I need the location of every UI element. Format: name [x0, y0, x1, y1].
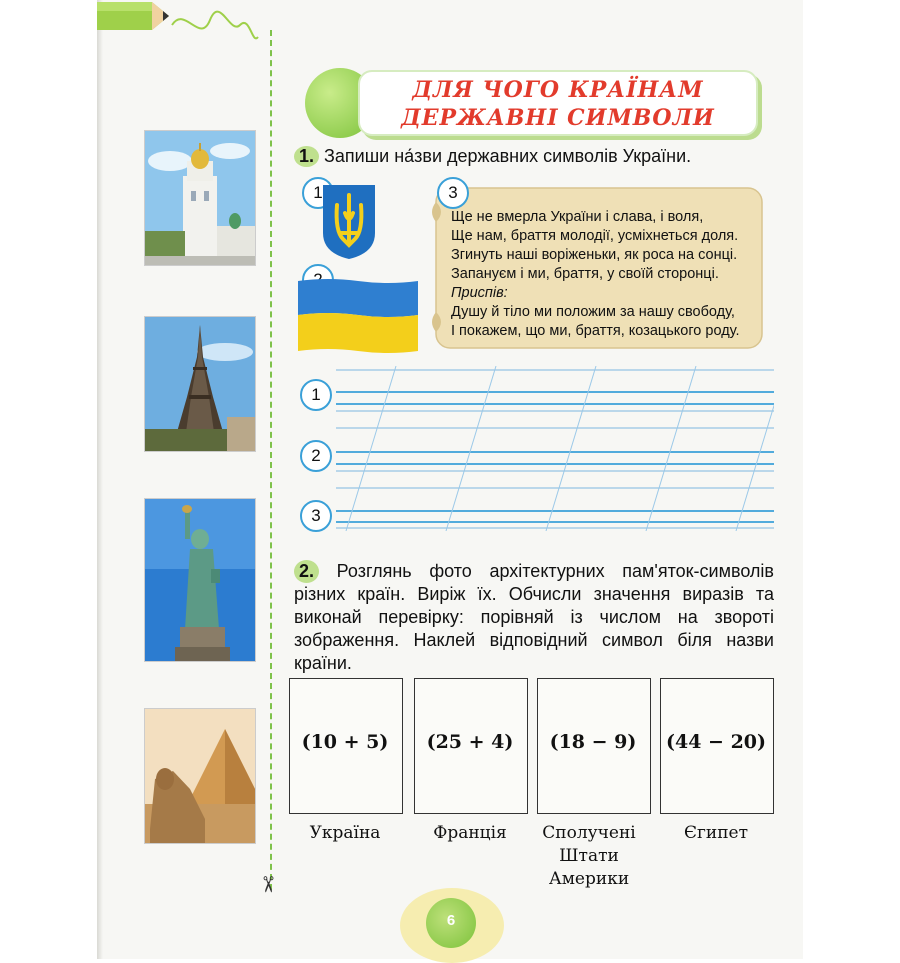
task-2-instruction: [294, 560, 774, 675]
answer-line-label-3: 3: [300, 500, 332, 532]
anthem-line: Запануєм і ми, браття, у своїй сторонці.: [451, 266, 719, 282]
anthem-line: Ще нам, браття молодії, усміхнеться доля.: [451, 228, 739, 244]
anthem-text: [451, 208, 766, 341]
expression-3: (18 − 9): [549, 731, 637, 753]
symbol-label-3: 3: [437, 177, 469, 209]
answer-line-label-2: 2: [300, 440, 332, 472]
task-1-number: 1.: [294, 146, 319, 167]
expression-4: (44 − 20): [665, 731, 766, 753]
country-label-4: Єгипет: [683, 823, 749, 843]
squiggle-decoration: [170, 5, 260, 55]
country-label-2: Франція: [433, 823, 507, 843]
anthem-chorus-line: Душу й тіло ми положим за нашу свободу,: [451, 304, 735, 320]
country-label-1: Україна: [309, 823, 381, 843]
expression-2: (25 + 4): [426, 731, 514, 753]
task-2-number: 2.: [294, 560, 319, 583]
anthem-line: Ще не вмерла України і слава, і воля,: [451, 209, 704, 225]
pencil-icon: [97, 0, 172, 32]
country-label-3: Сполучені Штати Америки: [542, 823, 636, 889]
task-2-text: Розглянь фото архітектурних пам'яток-символів різних країн. Виріж їх. Обчисли значення виразів та виконай перевірку: порівняй із числом на звороті зображення. Наклей відповідний символ біля назви країни.: [294, 561, 774, 673]
title-line-2: ДЕРЖАВНІ СИМВОЛИ: [401, 105, 715, 131]
title-line-1: ДЛЯ ЧОГО КРАЇНАМ: [412, 77, 704, 103]
photo-sofia-cathedral: [144, 130, 256, 266]
answer-lines-grid[interactable]: [336, 366, 774, 531]
answer-line-label-1: 1: [300, 379, 332, 411]
scan-edge: [97, 0, 103, 959]
anthem-line: Згинуть наші воріженьки, як роса на сонці.: [451, 247, 738, 263]
emblem-icon: [321, 183, 377, 261]
task-1-instruction: [294, 146, 691, 167]
page-title: [358, 70, 758, 136]
flag-icon: [298, 277, 418, 353]
cut-line: [270, 30, 272, 890]
photo-pyramids: [144, 708, 256, 844]
expression-1: (10 + 5): [301, 731, 389, 753]
task-1-text: Запиши на́зви державних символів України.: [324, 146, 692, 166]
photo-eiffel-tower: [144, 316, 256, 452]
anthem-chorus-label: Приспів:: [451, 285, 508, 301]
page-number: 6: [426, 898, 476, 948]
scissors-icon: ✂: [254, 875, 280, 894]
symbol-label-1: 1: [302, 177, 334, 209]
photo-statue-of-liberty: [144, 498, 256, 662]
anthem-chorus-line: І покажем, що ми, браття, козацького роду.: [451, 323, 740, 339]
